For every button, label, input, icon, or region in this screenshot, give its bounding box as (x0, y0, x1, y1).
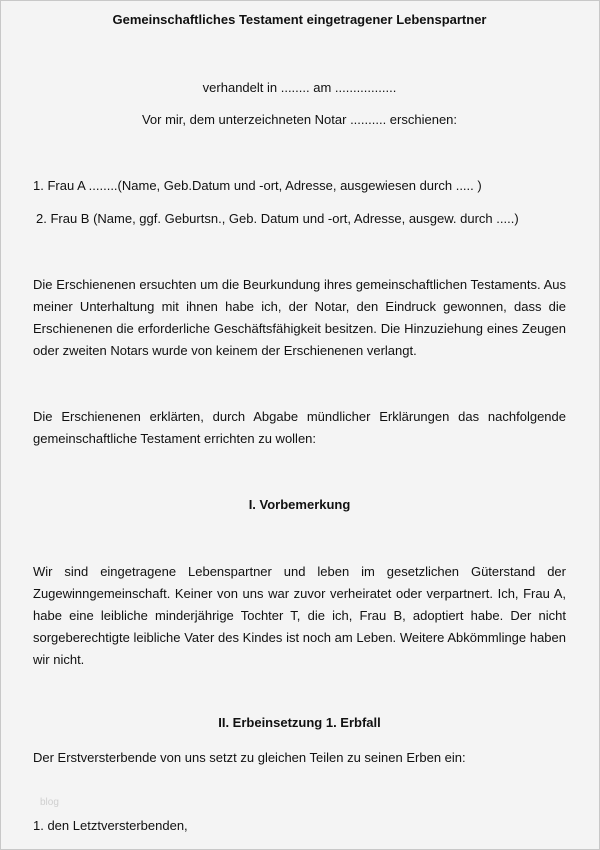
section2-heading: II. Erbeinsetzung 1. Erbfall (218, 715, 381, 730)
watermark: blog (40, 797, 59, 808)
notary-line: Vor mir, dem unterzeichneten Notar .......... erschienen: (141, 112, 458, 127)
paragraph1-line: oder zweiten Notars wurde von keinem der Erschienenen verlangt. (33, 343, 417, 358)
party-b: 2. Frau B (Name, ggf. Geburtsn., Geb. Datum und -ort, Adresse, ausgew. durch .....) (36, 211, 519, 226)
place-date-line: verhandelt in ........ am ................. (202, 80, 397, 95)
section1-line: sorgeberechtigte leibliche Vater des Kindes ist noch am Leben. Weitere Abkömmlinge haben (33, 630, 566, 645)
section2-item1: 1. den Letztversterbenden, (33, 818, 188, 833)
section1-heading: I. Vorbemerkung (248, 497, 351, 512)
section1-line: Wir sind eingetragene Lebenspartner und leben im gesetzlichen Güterstand der (33, 564, 566, 579)
document-title: Gemeinschaftliches Testament eingetragener Lebenspartner (112, 12, 487, 27)
paragraph2-line: gemeinschaftliche Testament errichten zu wollen: (33, 431, 317, 446)
party-a: 1. Frau A ........(Name, Geb.Datum und -ort, Adresse, ausgewiesen durch ..... ) (33, 178, 482, 193)
section1-line: Zugewinngemeinschaft. Keiner von uns war zuvor verheiratet oder verpartnert. Ich, Frau A, (33, 586, 566, 601)
section1-line: wir nicht. (33, 652, 85, 667)
paragraph2-line: Die Erschienenen erklärten, durch Abgabe mündlicher Erklärungen das nachfolgende (33, 409, 566, 424)
paragraph1-line: Die Erschienenen ersuchten um die Beurkundung ihres gemeinschaftlichen Testaments. Aus (33, 277, 566, 292)
section2-line: Der Erstversterbende von uns setzt zu gleichen Teilen zu seinen Erben ein: (33, 750, 466, 765)
paragraph1-line: meiner Unterhaltung mit ihnen habe ich, der Notar, den Eindruck gewonnen, dass die (33, 299, 566, 314)
paragraph1-line: Erschienenen die erforderliche Geschäftsfähigkeit besitzen. Die Hinzuziehung eines Zeugen (33, 321, 566, 336)
section1-line: habe eine leibliche minderjährige Tochter T, die ich, Frau B, adoptiert habe. Der nicht (33, 608, 566, 623)
